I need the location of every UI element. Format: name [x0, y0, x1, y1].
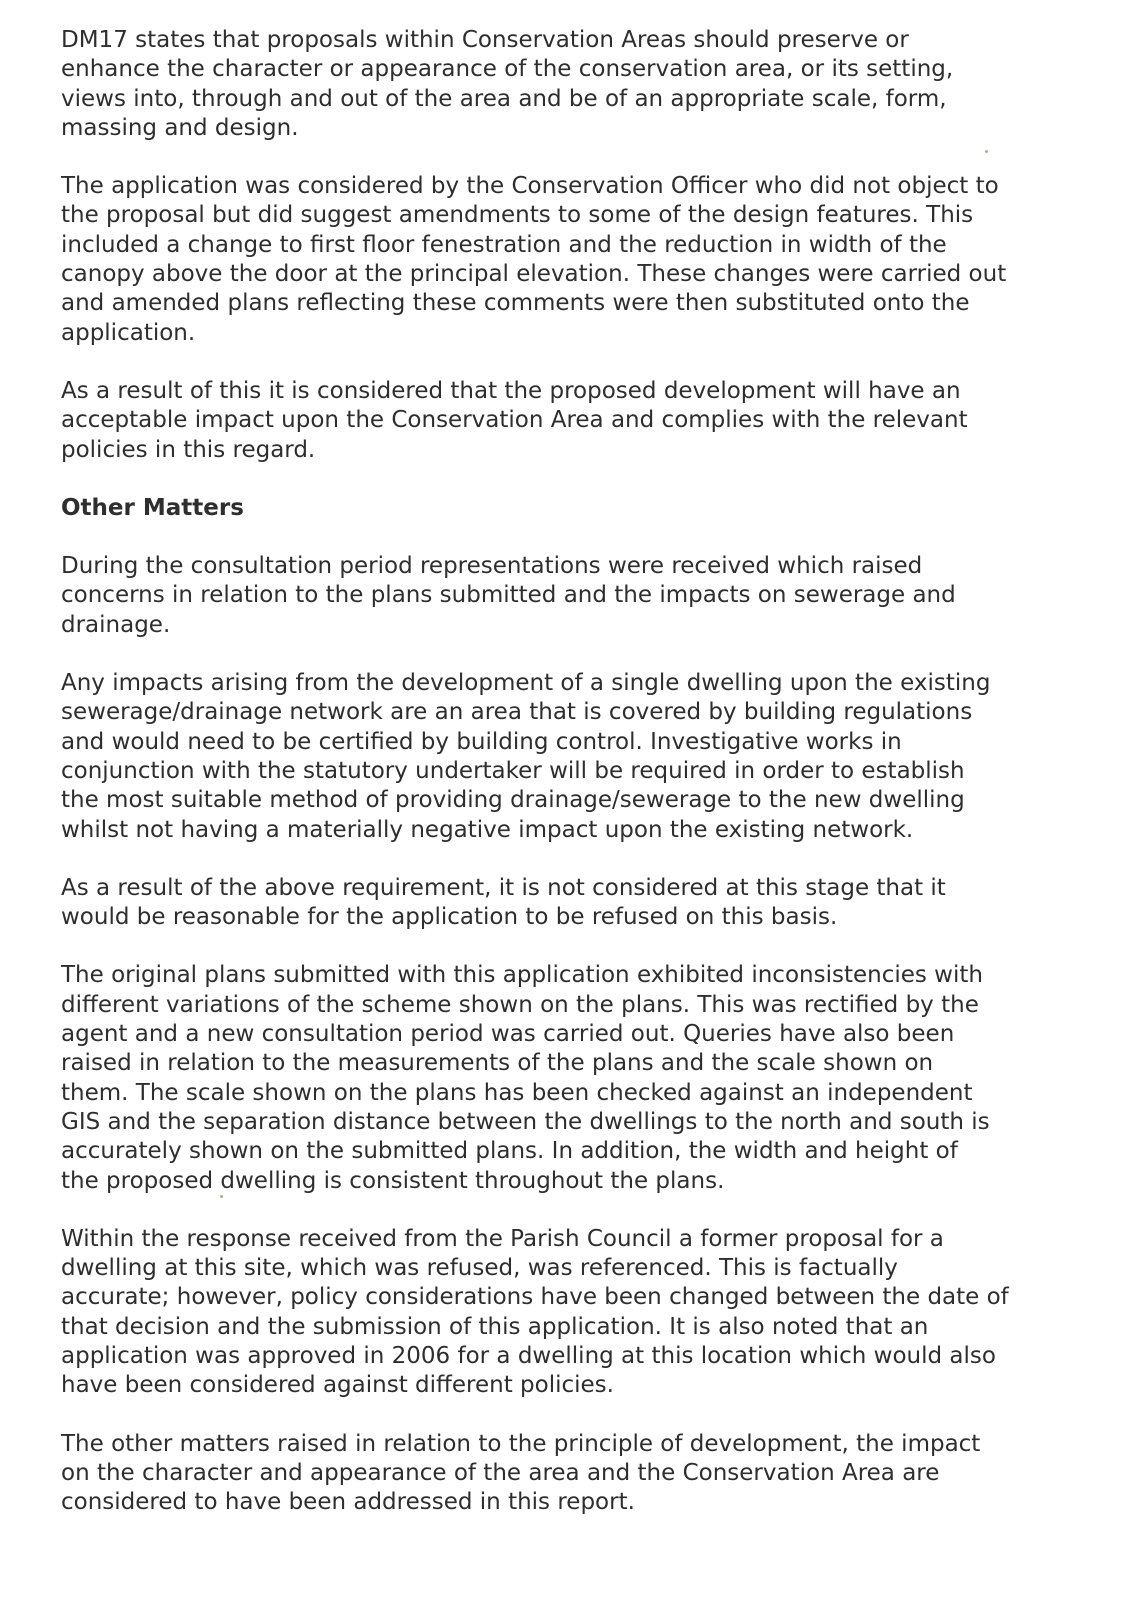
paragraph-refusal-basis: As a result of the above requirement, it is not considered at this stage that it would be reasonable for the application to be refused on this basis.: [61, 874, 946, 931]
paragraph-other-matters-addressed: The other matters raised in relation to the principle of development, the impact on the character and appearance of the area and the Conservation Area are considered to have been addressed in this report.: [61, 1430, 981, 1516]
paragraph-dm17-policy: DM17 states that proposals within Conservation Areas should preserve or enhance the character or appearance of the conservation area, or its setting, views into, through and out of the area and be of an appropriate scale, form, massing and design.: [61, 27, 954, 141]
paragraph-parish-council: Within the response received from the Parish Council a former proposal for a dwelling at this site, which was refused, was referenced. This is factually accurate; however, policy considerations have been changed between the date of that decision and the submission of this application. It is also noted that an application was approved in 2006 for a dwelling at this location which would also have been considered against different policies.: [61, 1225, 1009, 1399]
paragraph-conservation-conclusion: As a result of this it is considered that the proposed development will have an acceptable impact upon the Conservation Area and complies with the relevant policies in this regard.: [61, 377, 968, 463]
paragraph-conservation-officer: The application was considered by the Conservation Officer who did not object to the proposal but did suggest amendments to some of the design features. This included a change to first floor fenestration and the reduction in width of the canopy above the door at the principal elevation. These changes were carried out and amended plans reflecting these comments were then substituted onto the application.: [61, 173, 1007, 346]
paragraph-consultation-representations: During the consultation period representations were received which raised concerns in relation to the plans submitted and the impacts on sewerage and drainage.: [61, 553, 956, 638]
section-heading-other-matters: Other Matters: [61, 494, 244, 521]
scan-speck: [985, 150, 988, 153]
document-page: [61, 26, 1061, 1546]
paragraph-original-plans: The original plans submitted with this application exhibited inconsistencies with different variations of the scheme shown on the plans. This was rectified by the agent and a new consultation period was carried out. Queries have also been raised in relation to the measurements of the plans and the scale shown on them. The scale shown on the plans has been checked against an independent GIS and the separation distance between the dwellings to the north and south is accurately shown on the submitted plans. In addition, the width and height of the proposed dwelling is consistent throughout the plans.: [61, 962, 990, 1194]
paragraph-sewerage-drainage: Any impacts arising from the development of a single dwelling upon the existing sewerage/drainage network are an area that is covered by building regulations and would need to be certified by building control. Investigative works in conjunction with the statutory undertaker will be required in order to establish the most suitable method of providing drainage/sewerage to the new dwelling whilst not having a materially negative impact upon the existing network.: [61, 670, 991, 843]
scan-speck: [220, 1195, 223, 1198]
